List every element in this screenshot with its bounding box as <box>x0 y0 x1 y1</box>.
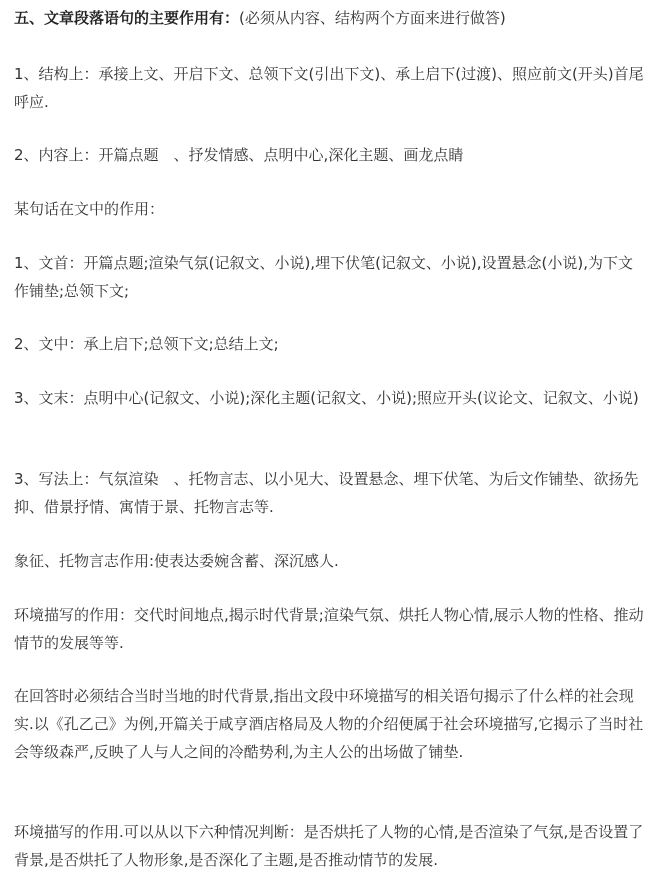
heading-note: (必须从内容、结构两个方面来进行做答) <box>239 9 506 27</box>
paragraph-environment-role: 环境描写的作用：交代时间地点,揭示时代背景;渲染气氛、烘托人物心情,展示人物的性格、推动情节的发展等等. <box>14 606 644 652</box>
paragraph-middle-role: 2、文中：承上启下;总领下文;总结上文; <box>14 335 279 353</box>
paragraph-environment-judgement: 环境描写的作用.可以从以下六种情况判断：是否烘托了人物的心情,是否渲染了气氛,是否设置了背景,是否烘托了人物形象,是否深化了主题,是否推动情节的发展. <box>14 823 644 869</box>
section-heading <box>14 6 654 30</box>
paragraph-technique-role: 3、写法上：气氛渲染 、托物言志、以小见大、设置悬念、埋下伏笔、为后文作铺垫、欲扬先抑、借景抒情、寓情于景、托物言志等. <box>14 470 639 516</box>
paragraph-beginning-role: 1、文首：开篇点题;渲染气氛(记叙文、小说),埋下伏笔(记叙文、小说),设置悬念(小说),为下文作铺垫;总领下文; <box>14 254 634 300</box>
paragraph-content-role: 2、内容上：开篇点题 、抒发情感、点明中心,深化主题、画龙点睛 <box>14 146 464 164</box>
paragraph-symbolism-role: 象征、托物言志作用:使表达委婉含蓄、深沉感人. <box>14 552 339 570</box>
paragraph-structure-role: 1、结构上：承接上文、开启下文、总领下文(引出下文)、承上启下(过渡)、照应前文(开头)首尾呼应. <box>14 65 644 111</box>
heading-title: 五、文章段落语句的主要作用有： <box>14 9 240 27</box>
paragraph-answer-method: 在回答时必须结合当时当地的时代背景,指出文段中环境描写的相关语句揭示了什么样的社会现实.以《孔乙己》为例,开篇关于咸亨酒店格局及人物的介绍便属于社会环境描写,它揭示了当时社会等级森严,反映了人与人之间的冷酷势利,为主人公的出场做了铺垫. <box>14 687 644 761</box>
paragraph-ending-role: 3、文末：点明中心(记叙文、小说);深化主题(记叙文、小说);照应开头(议论文、记叙文、小说) <box>14 389 639 407</box>
paragraph-sentence-role-intro: 某句话在文中的作用： <box>14 200 165 218</box>
